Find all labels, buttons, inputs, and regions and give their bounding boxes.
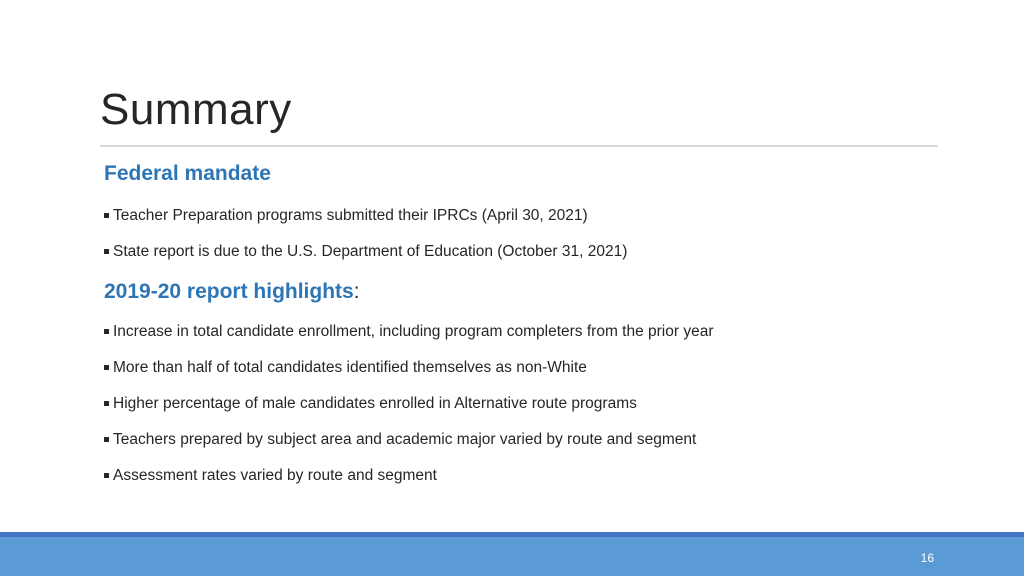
bullet-text: More than half of total candidates identified themselves as non-White [113,359,587,376]
section-heading-federal-mandate [104,158,934,190]
square-bullet-icon [104,213,109,218]
bullet-item [104,386,934,422]
square-bullet-icon [104,365,109,370]
square-bullet-icon [104,401,109,406]
square-bullet-icon [104,437,109,442]
square-bullet-icon [104,473,109,478]
page-number: 16 [920,551,934,565]
section-heading-suffix: : [353,280,360,303]
square-bullet-icon [104,329,109,334]
bullet-text: Teachers prepared by subject area and academic major varied by route and segment [113,431,697,448]
bullet-item [104,234,934,270]
title-divider [100,145,938,147]
bullet-item [104,314,934,350]
bullet-text: Assessment rates varied by route and segment [113,467,437,484]
bullet-text: Increase in total candidate enrollment, including program completers from the prior year [113,323,714,340]
square-bullet-icon [104,249,109,254]
bullet-text: State report is due to the U.S. Department of Education (October 31, 2021) [113,243,628,260]
footer-band [0,537,1024,576]
section-heading-text: Federal mandate [104,162,271,185]
bullet-text: Teacher Preparation programs submitted their IPRCs (April 30, 2021) [113,207,588,224]
bullet-item [104,350,934,386]
slide-title: Summary [100,85,292,134]
bullet-text: Higher percentage of male candidates enrolled in Alternative route programs [113,395,637,412]
bullet-item [104,422,934,458]
slide-content [104,158,934,494]
bullet-item [104,458,934,494]
section-heading-text: 2019-20 report highlights [104,280,354,303]
bullet-item [104,198,934,234]
section-heading-report-highlights [104,276,934,308]
